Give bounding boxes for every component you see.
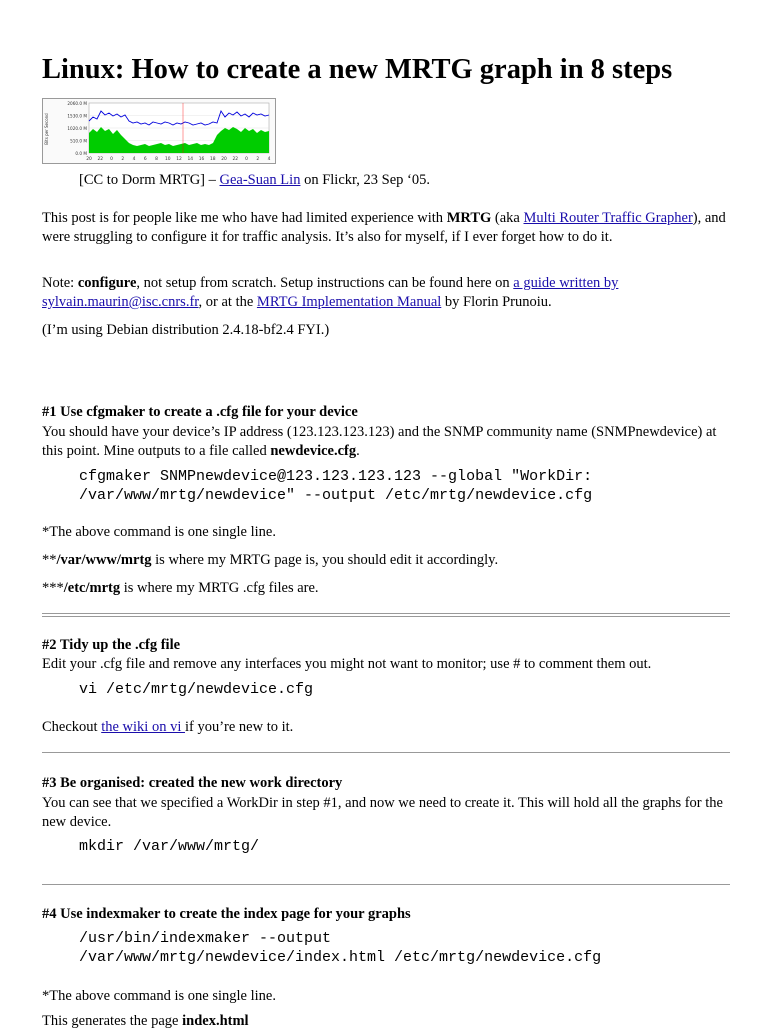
step4-note1: *The above command is one single line. (42, 988, 276, 1004)
step1-note2: **/var/www/mrtg is where my MRTG page is, you should edit it accordingly. (42, 552, 499, 568)
manual-link[interactable]: MRTG Implementation Manual (256, 294, 442, 310)
step1-code: cfgmaker SNMPnewdevice@123.123.123.123 --global "WorkDir: /var/www/mrtg/newdevice" --output /etc/mrtg/newdevice.cfg (79, 468, 593, 504)
author-link[interactable]: Gea-Suan Lin (219, 172, 301, 188)
step2-checkout: Checkout the wiki on vi if you’re new to it. (42, 719, 294, 735)
image-caption: [CC to Dorm MRTG] – Gea-Suan Lin on Flickr, 23 Sep ‘05. (79, 172, 430, 188)
x-tick-label: 22 (97, 157, 104, 162)
x-tick-label: 10 (164, 157, 171, 162)
step1-text: You should have your device’s IP address (123.123.123.123) and the SNMP community name (SNMPnewdevice) at this point. Mine outputs to a file called newdevice.cfg. (42, 424, 717, 459)
x-tick-label: 6 (143, 157, 147, 162)
y-tick-label: 0.0 M (75, 151, 87, 156)
step1-heading: #1 Use cfgmaker to create a .cfg file for your device (42, 404, 358, 420)
step3-text: You can see that we specified a WorkDir in step #1, and now we need to create it. This will hold all the graphs for the new device. (42, 795, 723, 830)
x-tick-label: 16 (198, 157, 205, 162)
x-tick-label: 8 (155, 157, 158, 162)
x-tick-label: 0 (110, 157, 113, 162)
x-tick-label: 12 (176, 157, 182, 162)
y-tick-label: 510.0 M (70, 138, 87, 144)
divider (42, 752, 730, 753)
debian-note: (I’m using Debian distribution 2.4.18-bf2.4 FYI.) (42, 322, 330, 338)
note-paragraph: Note: configure, not setup from scratch. Setup instructions can be found here on a guide written by sylvain.maurin@isc.cnrs.fr, or at the MRTG Implementation Manual by Florin Prunoiu. (42, 275, 619, 310)
x-tick-label: 18 (209, 157, 216, 162)
x-tick-label: 4 (267, 157, 271, 162)
step1-note1: *The above command is one single line. (42, 524, 276, 540)
x-tick-label: 2 (121, 157, 125, 162)
x-tick-label: 2 (256, 157, 260, 162)
step4-generates: This generates the page index.html (42, 1013, 249, 1029)
step2-heading: #2 Tidy up the .cfg file (42, 637, 181, 653)
step4-heading: #4 Use indexmaker to create the index page for your graphs (42, 906, 411, 922)
x-tick-label: 4 (132, 157, 136, 162)
x-tick-label: 14 (187, 157, 194, 162)
vi-wiki-link[interactable]: the wiki on vi (101, 719, 185, 735)
intro-paragraph: This post is for people like me who have had limited experience with MRTG (aka Multi Router Traffic Grapher), and were struggling to configure it for traffic analysis. It’s also for myself, if I ever forget how to do it. (42, 210, 726, 245)
x-tick-label: 20 (86, 157, 92, 162)
step2-code: vi /etc/mrtg/newdevice.cfg (79, 681, 314, 698)
mrtg-graph-thumbnail[interactable] (42, 98, 276, 164)
step3-heading: #3 Be organised: created the new work directory (42, 775, 343, 791)
step2-text: Edit your .cfg file and remove any interfaces you might not want to monitor; use # to comment them out. (42, 656, 652, 672)
step4-code: /usr/bin/indexmaker --output /var/www/mrtg/newdevice/index.html /etc/mrtg/newdevice.cfg (79, 930, 602, 966)
step3-code: mkdir /var/www/mrtg/ (79, 838, 260, 855)
divider (42, 613, 730, 617)
x-tick-label: 20 (221, 157, 227, 162)
y-tick-label: 2060.0 M (67, 101, 87, 106)
page-title: Linux: How to create a new MRTG graph in 8 steps (42, 54, 673, 85)
divider (42, 884, 730, 885)
y-tick-label: 1020.0 M (67, 126, 87, 131)
x-tick-label: 22 (232, 157, 239, 162)
guide-link[interactable]: a guide written by sylvain.maurin@isc.cnrs.fr (42, 275, 619, 310)
x-tick-label: 0 (245, 157, 248, 162)
y-tick-label: 1530.0 M (67, 113, 87, 119)
step1-note3: ***/etc/mrtg is where my MRTG .cfg files are. (42, 580, 319, 596)
mrtg-link[interactable]: Multi Router Traffic Grapher (523, 210, 693, 226)
mrtg-graph-image (43, 99, 275, 163)
y-axis-label: Bits per Second (44, 113, 49, 145)
